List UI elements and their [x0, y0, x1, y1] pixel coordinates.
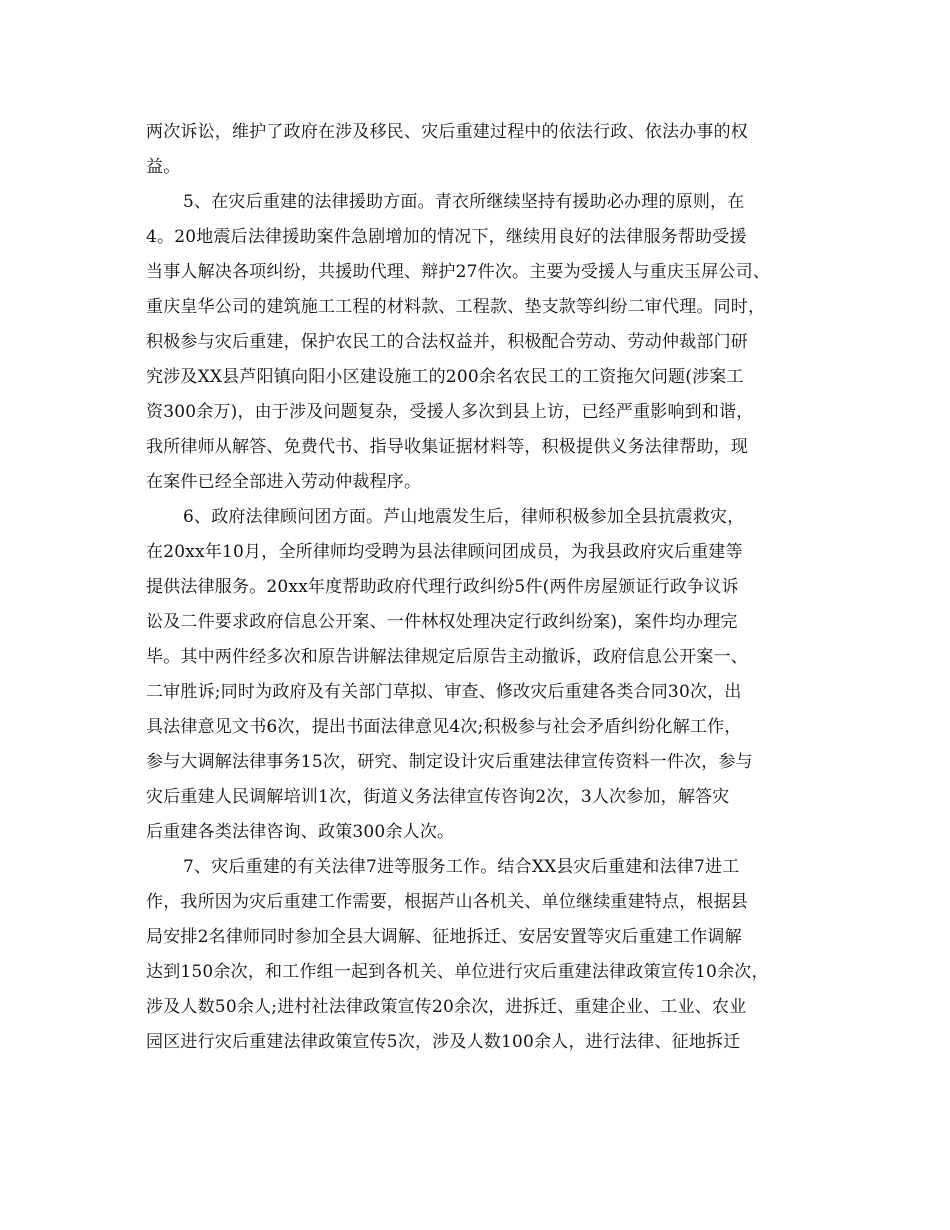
text-line: 当事人解决各项纠纷，共援助代理、辩护27件次。主要为受援人与重庆玉屏公司、	[146, 262, 771, 282]
text-line: 讼及二件要求政府信息公开案、一件林权处理决定行政纠纷案)，案件均办理完	[146, 612, 738, 632]
text-line: 4。20地震后法律援助案件急剧增加的情况下，继续用良好的法律服务帮助受援	[146, 227, 747, 247]
text-line: 益。	[146, 157, 181, 177]
text-line: 在案件已经全部进入劳动仲裁程序。	[146, 472, 422, 492]
text-line: 究涉及XX县芦阳镇向阳小区建设施工的200余名农民工的工资拖欠问题(涉案工	[146, 367, 744, 387]
text-line: 提供法律服务。20xx年度帮助政府代理行政纠纷5件(两件房屋颁证行政争议诉	[146, 577, 739, 597]
paragraph-7-start: 7、灾后重建的有关法律7进等服务工作。结合XX县灾后重建和法律7进工	[183, 857, 740, 877]
text-line: 具法律意见文书6次，提出书面法律意见4次;积极参与社会矛盾纠纷化解工作，	[146, 717, 742, 737]
paragraph-6-start: 6、政府法律顾问团方面。芦山地震发生后，律师积极参加全县抗震救灾，	[183, 507, 745, 527]
text-line: 参与大调解法律事务15次，研究、制定设计灾后重建法律宣传资料一件次，参与	[146, 752, 753, 772]
text-line: 涉及人数50余人;进村社法律政策宣传20余次，进拆迁、重建企业、工业、农业	[146, 997, 747, 1017]
text-line: 灾后重建人民调解培训1次，街道义务法律宣传咨询2次，3人次参加，解答灾	[146, 787, 730, 807]
text-line: 两次诉讼，维护了政府在涉及移民、灾后重建过程中的依法行政、依法办事的权	[146, 122, 748, 142]
paragraph-5-start: 5、在灾后重建的法律援助方面。青衣所继续坚持有援助必办理的原则，在	[183, 192, 745, 212]
text-line: 重庆皇华公司的建筑施工工程的材料款、工程款、垫支款等纠纷二审代理。同时，	[146, 297, 766, 317]
text-line: 作，我所因为灾后重建工作需要，根据芦山各机关、单位继续重建特点，根据县	[146, 892, 748, 912]
text-line: 在20xx年10月，全所律师均受聘为县法律顾问团成员，为我县政府灾后重建等	[146, 542, 743, 562]
text-line: 资300余万)，由于涉及问题复杂，受援人多次到县上访，已经严重影响到和谐，	[146, 402, 754, 422]
text-line: 我所律师从解答、免费代书、指导收集证据材料等，积极提供义务法律帮助，现	[146, 437, 748, 457]
text-line: 达到150余次，和工作组一起到各机关、单位进行灾后重建法律政策宣传10余次，	[146, 962, 769, 982]
text-line: 二审胜诉;同时为政府及有关部门草拟、审查、修改灾后重建各类合同30次，出	[146, 682, 742, 702]
text-line: 局安排2名律师同时参加全县大调解、征地拆迁、安居安置等灾后重建工作调解	[146, 927, 742, 947]
text-line: 后重建各类法律咨询、政策300余人次。	[146, 822, 455, 842]
text-line: 积极参与灾后重建，保护农民工的合法权益并，积极配合劳动、劳动仲裁部门研	[146, 332, 748, 352]
text-line: 毕。其中两件经多次和原告讲解法律规定后原告主动撤诉，政府信息公开案一、	[146, 647, 748, 667]
text-line: 园区进行灾后重建法律政策宣传5次，涉及人数100余人，进行法律、征地拆迁	[146, 1032, 741, 1052]
